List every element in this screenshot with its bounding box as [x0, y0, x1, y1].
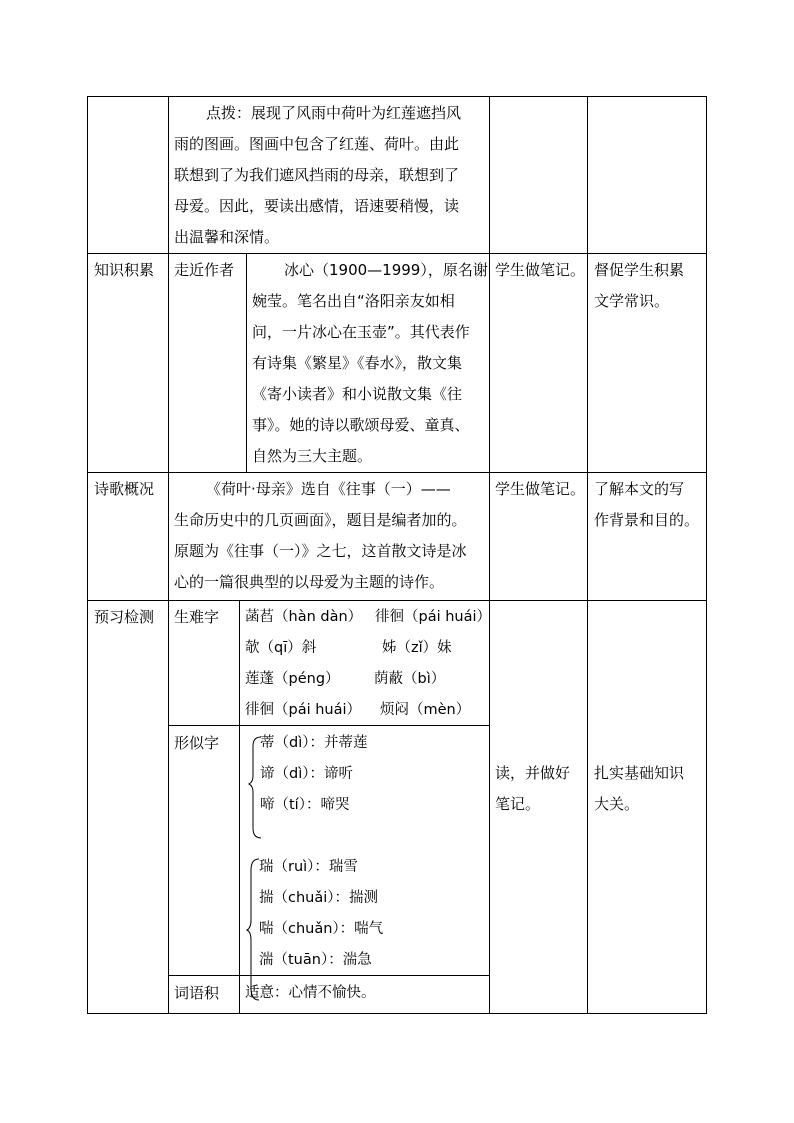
student-activity: 笔记。: [495, 795, 541, 813]
analysis-line: 雨的图画。图画中包含了红莲、荷叶。由此: [174, 135, 460, 153]
analysis-line: 联想到了为我们遮风挡雨的母亲，联想到了: [174, 166, 460, 184]
vocab-item: 适意：心情不愉快。: [245, 985, 376, 1001]
teaching-goal: 大关。: [594, 795, 640, 813]
grid-line: [87, 472, 707, 473]
similar-char-item: 揣（chuǎi）：揣测: [259, 890, 379, 906]
rare-char-item: 欹（qī）斜: [245, 640, 317, 656]
similar-char-item: 瑞（ruì）：瑞雪: [259, 859, 358, 875]
teaching-goal: 文学常识。: [594, 292, 670, 310]
author-line: 事》。她的诗以歌颂母爱、童真、: [252, 416, 470, 434]
overview-line: 《荷叶·母亲》选自《往事（一）——: [206, 480, 451, 498]
similar-char-item: 啼（tí）：啼哭: [260, 797, 350, 813]
overview-line: 原题为《往事（一）》之七，这首散文诗是冰: [174, 542, 467, 560]
grid-line: [706, 96, 707, 1014]
sublabel-vocab: 词语积: [174, 984, 220, 1002]
overview-line: 生命历史中的几页画面》，题目是编者加的。: [174, 511, 467, 529]
grid-line: [239, 600, 240, 1014]
teaching-goal: 督促学生积累: [594, 261, 685, 279]
author-line: 有诗集《繁星》《春水》，散文集: [252, 354, 463, 372]
teaching-goal: 扎实基础知识: [594, 764, 685, 782]
student-activity: 学生做笔记。: [495, 261, 586, 279]
similar-char-item: 谛（dì）：谛听: [260, 766, 353, 782]
similar-char-item: 喘（chuǎn）：喘气: [259, 921, 384, 937]
row-label-overview: 诗歌概况: [94, 480, 155, 498]
overview-line: 心的一篇很典型的以母爱为主题的诗作。: [174, 573, 445, 591]
grid-line: [587, 96, 588, 1014]
grid-line: [246, 253, 247, 472]
rare-char-item: 荫蔽（bì）: [374, 671, 446, 687]
teaching-goal: 作背景和目的。: [594, 511, 700, 529]
analysis-line: 点拨：展现了风雨中荷叶为红莲遮挡风: [206, 104, 462, 122]
rare-char-item: 徘徊（pái huái）: [375, 609, 492, 625]
sublabel-author: 走近作者: [174, 261, 235, 279]
author-line: 问，一片冰心在玉壶”。其代表作: [252, 323, 470, 341]
grid-line: [87, 600, 707, 601]
author-line: 婉莹。笔名出自“洛阳亲友如相: [252, 292, 455, 310]
rare-char-item: 烦闷（mèn）: [380, 702, 471, 718]
author-line: 《寄小读者》和小说散文集《往: [252, 385, 463, 403]
row-label-knowledge: 知识积累: [94, 261, 155, 279]
analysis-line: 出温馨和深情。: [174, 228, 280, 246]
rare-char-item: 莲蓬（péng）: [245, 671, 340, 687]
teaching-goal: 了解本文的写: [594, 480, 685, 498]
similar-char-item: 蒂（dì）：并蒂莲: [260, 735, 368, 751]
student-activity: 学生做笔记。: [495, 480, 586, 498]
similar-char-item: 湍（tuān）：湍急: [259, 952, 372, 968]
sublabel-similar-chars: 形似字: [174, 734, 220, 752]
row-label-preview: 预习检测: [94, 608, 155, 626]
grid-line: [168, 96, 169, 1014]
grid-line: [87, 96, 88, 1014]
rare-char-item: 姊（zǐ）妹: [382, 640, 452, 656]
rare-char-item: 菡萏（hàn dàn）: [245, 609, 363, 625]
grid-line: [489, 96, 490, 1014]
sublabel-rare-chars: 生难字: [174, 608, 220, 626]
author-line: 自然为三大主题。: [252, 447, 373, 465]
analysis-line: 母爱。因此，要读出感情，语速要稍慢，读: [174, 197, 460, 215]
grid-line: [87, 1013, 707, 1014]
student-activity: 读，并做好: [495, 764, 571, 782]
rare-char-item: 徘徊（pái huái）: [245, 702, 362, 718]
author-line: 冰心（1900—1999），原名谢: [284, 261, 488, 279]
grid-line: [87, 253, 707, 254]
grid-line: [87, 96, 707, 97]
